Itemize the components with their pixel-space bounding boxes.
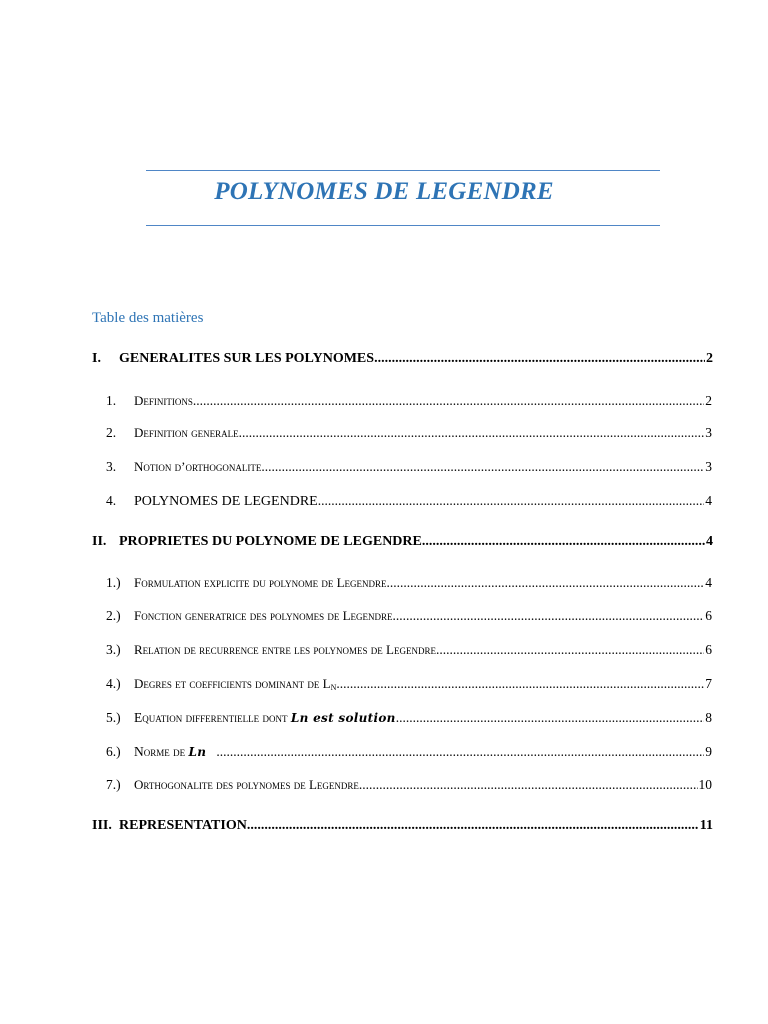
toc-leader-dots bbox=[422, 534, 705, 550]
toc-leader-dots bbox=[216, 744, 704, 760]
toc-entry-text-main: Equation differentielle dont bbox=[134, 710, 288, 725]
toc-entry-text: Relation de recurrence entre les polynomes de Legendre bbox=[134, 642, 436, 657]
toc-entry-text: Definitions bbox=[134, 393, 193, 408]
toc-entry-number: 1. bbox=[106, 393, 117, 408]
toc-heading: Table des matières bbox=[92, 310, 204, 326]
toc-entry-2-3[interactable] bbox=[106, 642, 712, 658]
toc-entry-page: 2 bbox=[706, 351, 713, 366]
toc-entry-number: III. bbox=[92, 818, 112, 833]
toc-leader-dots bbox=[336, 676, 704, 692]
toc-leader-dots bbox=[396, 710, 705, 726]
toc-entry-1-1[interactable] bbox=[106, 393, 712, 409]
toc-entry-page: 3 bbox=[705, 425, 712, 440]
toc-entry-page: 7 bbox=[705, 676, 712, 691]
toc-leader-dots bbox=[318, 493, 705, 509]
toc-entry-number: 3.) bbox=[106, 642, 121, 657]
toc-entry-text: REPRESENTATION bbox=[119, 818, 247, 833]
toc-leader-dots bbox=[436, 642, 704, 658]
math-expression: Ln est solution bbox=[290, 711, 396, 725]
toc-entry-1-2[interactable] bbox=[106, 425, 712, 441]
toc-leader-dots bbox=[374, 351, 705, 367]
toc-entry-page: 4 bbox=[705, 575, 712, 590]
toc-entry-text: POLYNOMES DE LEGENDRE bbox=[134, 494, 318, 509]
toc-entry-page: 3 bbox=[705, 459, 712, 474]
toc-entry-text bbox=[134, 676, 336, 692]
toc-entry-text: Fonction generatrice des polynomes de Legendre bbox=[134, 608, 393, 623]
toc-leader-dots bbox=[247, 818, 699, 834]
toc-entry-text-main: Degres et coefficients dominant de L bbox=[134, 676, 331, 691]
toc-entry-number: 3. bbox=[106, 459, 117, 474]
toc-entry-text: Formulation explicite du polynome de Legendre bbox=[134, 575, 387, 590]
toc-entry-text bbox=[134, 710, 396, 726]
toc-entry-number: 5.) bbox=[106, 710, 121, 725]
toc-entry-1-4[interactable] bbox=[106, 493, 712, 510]
toc-entry-2-2[interactable] bbox=[106, 608, 712, 624]
subscript-n: N bbox=[330, 683, 337, 692]
toc-leader-dots bbox=[239, 425, 705, 441]
toc-leader-dots bbox=[387, 575, 705, 591]
toc-entry-number: I. bbox=[92, 351, 101, 366]
toc-entry-page: 9 bbox=[705, 744, 712, 759]
toc-entry-number: 1.) bbox=[106, 575, 121, 590]
toc-entry-page: 11 bbox=[699, 818, 713, 833]
toc-entry-number: 7.) bbox=[106, 777, 121, 792]
toc-entry-text: Notion d’orthogonalite bbox=[134, 459, 262, 474]
title-rule-top bbox=[146, 170, 660, 171]
toc-entry-page: 8 bbox=[705, 710, 712, 725]
toc-entry-text: GENERALITES SUR LES POLYNOMES bbox=[119, 351, 375, 366]
toc-entry-text bbox=[134, 744, 216, 760]
toc-entry-2-1[interactable] bbox=[106, 575, 712, 591]
toc-entry-page: 4 bbox=[705, 493, 712, 508]
toc-entry-number: 4. bbox=[106, 493, 117, 508]
toc-entry-section-1[interactable] bbox=[92, 351, 713, 367]
toc-leader-dots bbox=[261, 459, 704, 475]
toc-entry-text: Definition generale bbox=[134, 425, 239, 440]
toc-entry-2-5[interactable] bbox=[106, 710, 712, 726]
toc-entry-number: 4.) bbox=[106, 676, 121, 691]
toc-entry-text: Orthogonalite des polynomes de Legendre bbox=[134, 777, 359, 792]
toc-entry-text: PROPRIETES DU POLYNOME DE LEGENDRE bbox=[119, 534, 422, 549]
toc-entry-page: 2 bbox=[705, 393, 712, 408]
toc-entry-2-6[interactable] bbox=[106, 744, 712, 760]
toc-entry-1-3[interactable] bbox=[106, 459, 712, 475]
title-rule-bottom bbox=[146, 225, 660, 226]
toc-entry-page: 4 bbox=[706, 534, 713, 549]
toc-entry-2-4[interactable] bbox=[106, 676, 712, 692]
math-expression: Ln bbox=[188, 745, 207, 759]
toc-entry-number: 2.) bbox=[106, 608, 121, 623]
toc-leader-dots bbox=[393, 608, 705, 624]
toc-leader-dots bbox=[359, 777, 698, 793]
toc-entry-number: II. bbox=[92, 534, 107, 549]
toc-entry-page: 6 bbox=[705, 642, 712, 657]
toc-entry-number: 2. bbox=[106, 425, 117, 440]
toc-entry-page: 6 bbox=[705, 608, 712, 623]
toc-entry-2-7[interactable] bbox=[106, 777, 712, 793]
toc-leader-dots bbox=[193, 393, 704, 409]
toc-entry-text-main: Norme de bbox=[134, 744, 186, 759]
toc-entry-section-3[interactable] bbox=[92, 818, 713, 834]
toc-entry-page: 10 bbox=[698, 777, 712, 792]
toc-entry-section-2[interactable] bbox=[92, 534, 713, 550]
document-title: POLYNOMES DE LEGENDRE bbox=[214, 178, 554, 205]
toc-entry-number: 6.) bbox=[106, 744, 121, 759]
